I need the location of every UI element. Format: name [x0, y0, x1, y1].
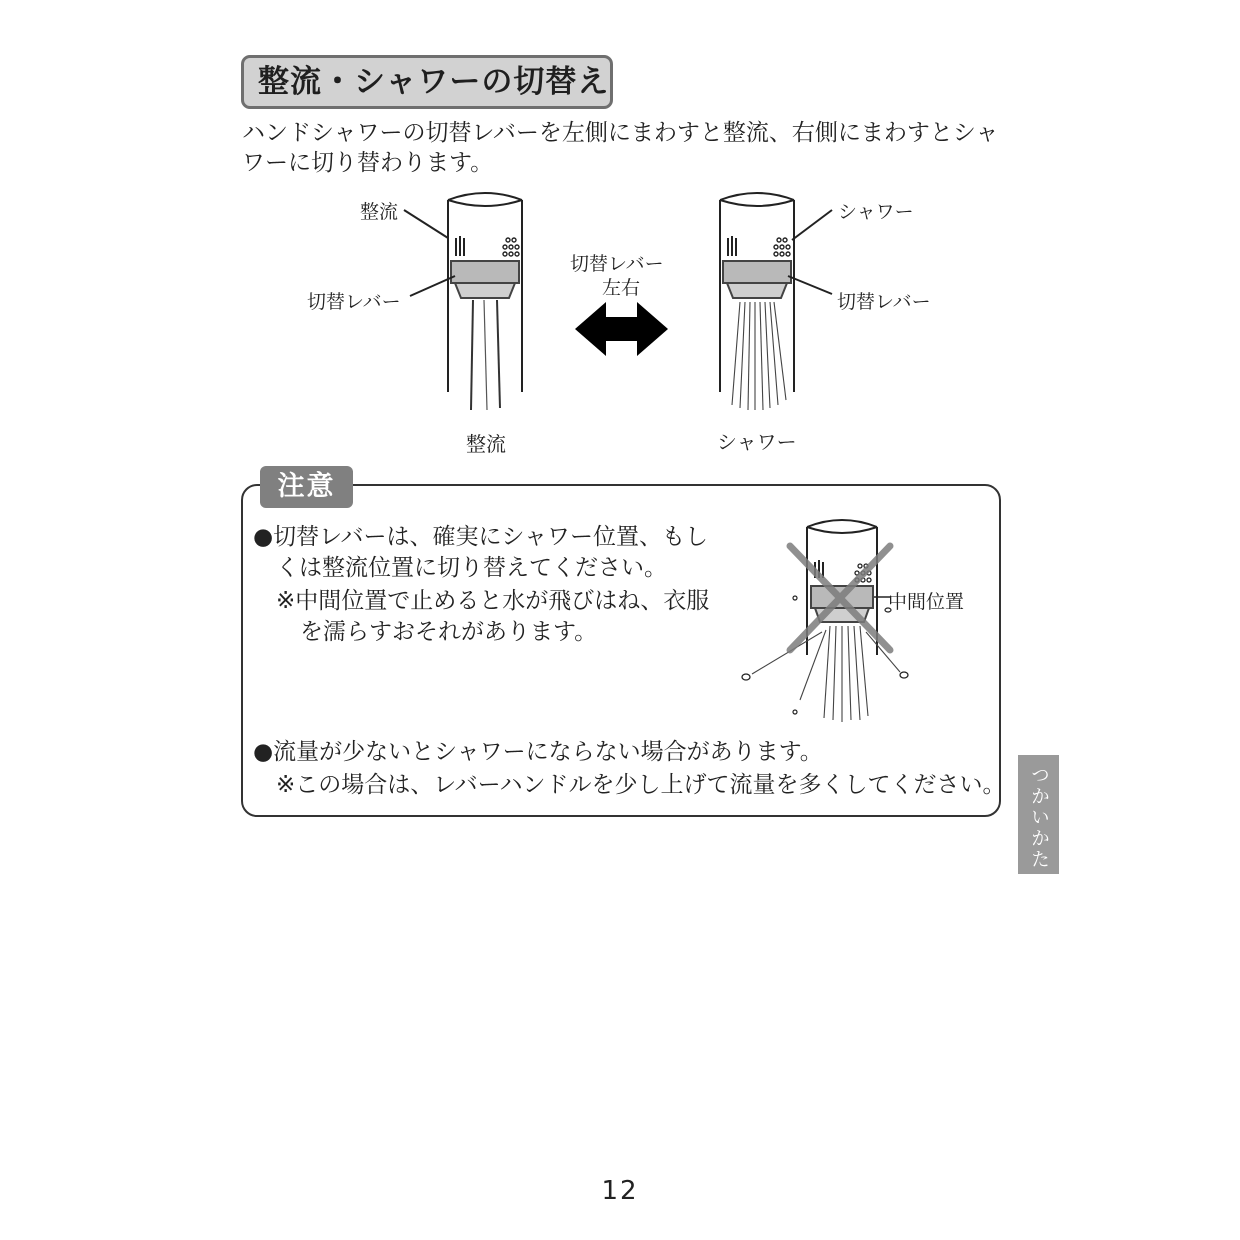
right-label-lever: 切替レバー — [837, 291, 931, 313]
section-side-tab: つかいかた — [1018, 755, 1059, 874]
section-title: 整流・シャワーの切替え — [241, 55, 613, 109]
right-label-top: シャワー — [838, 201, 914, 223]
cross-mark-icon — [790, 546, 890, 650]
caution-note1-line1: ※中間位置で止めると水が飛びはね、衣服 — [276, 588, 710, 614]
center-label-line2: 左右 — [602, 277, 641, 299]
intro-line-2: ワーに切り替わります。 — [242, 150, 494, 176]
middle-position-label: 中間位置 — [888, 591, 965, 613]
center-label-line1: 切替レバー — [570, 253, 664, 275]
caution-item2-line1: ●流量が少ないとシャワーにならない場合があります。 — [253, 739, 823, 765]
caution-item1-line1: ●切替レバーは、確実にシャワー位置、もし — [253, 524, 708, 550]
left-caption: 整流 — [466, 432, 506, 456]
caution-item1-line2: くは整流位置に切り替えてください。 — [276, 555, 667, 581]
caution-note2-line1: ※この場合は、レバーハンドルを少し上げて流量を多くしてください。 — [276, 772, 1006, 798]
caution-note1-line2: を濡らすおそれがあります。 — [300, 619, 598, 645]
page-number: 12 — [601, 1176, 639, 1206]
intro-line-1: ハンドシャワーの切替レバーを左側にまわすと整流、右側にまわすとシャ — [242, 120, 999, 146]
caution-tag: 注意 — [260, 466, 353, 508]
left-label-top: 整流 — [360, 201, 399, 223]
left-label-lever: 切替レバー — [307, 291, 401, 313]
right-caption: シャワー — [717, 430, 797, 454]
